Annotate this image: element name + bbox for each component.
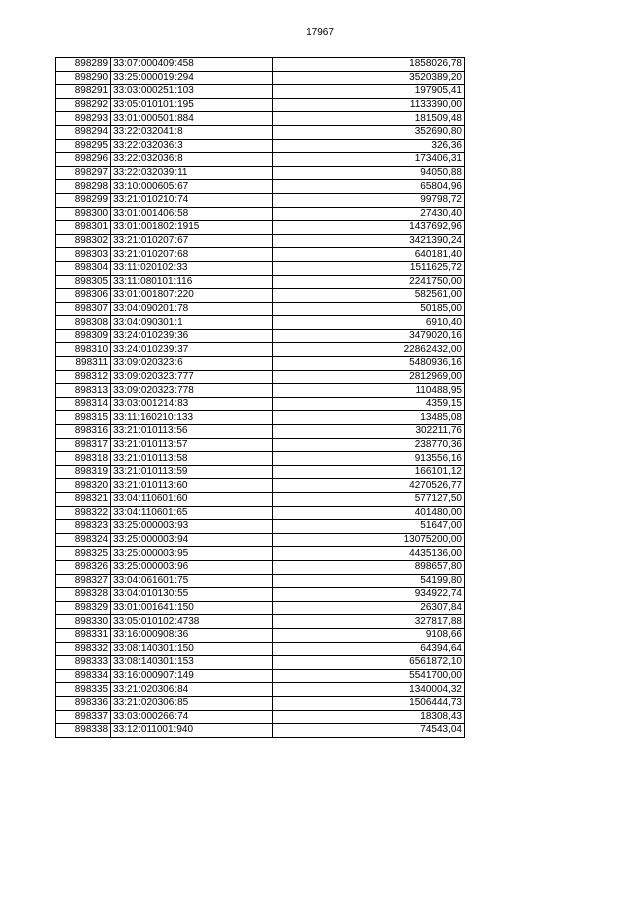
cadastral-value-cell: 3479020,16 [272,329,464,343]
cadastral-value-cell: 913556,16 [272,452,464,466]
table-row [56,397,465,411]
cadastral-number-cell: 33:03:000266:74 [111,710,272,724]
table-row [56,628,465,642]
table-row [56,520,465,534]
row-number-cell: 898317 [56,438,111,452]
cadastral-number-cell: 33:25:000003:96 [111,560,272,574]
row-number-cell: 898291 [56,85,111,99]
cadastral-number-cell: 33:21:010113:60 [111,479,272,493]
row-number-cell: 898326 [56,560,111,574]
table-row [56,221,465,235]
table-row [56,139,465,153]
cadastral-value-cell: 640181,40 [272,248,464,262]
table-row [56,193,465,207]
cadastral-value-cell: 898657,80 [272,560,464,574]
row-number-cell: 898320 [56,479,111,493]
row-number-cell: 898311 [56,357,111,371]
cadastral-number-cell: 33:10:000605:67 [111,180,272,194]
row-number-cell: 898294 [56,125,111,139]
row-number-cell: 898297 [56,166,111,180]
row-number-cell: 898299 [56,193,111,207]
table-row [56,669,465,683]
row-number-cell: 898302 [56,234,111,248]
row-number-cell: 898333 [56,656,111,670]
table-row [56,289,465,303]
table-row [56,642,465,656]
cadastral-number-cell: 33:01:000501:884 [111,112,272,126]
table-row [56,316,465,330]
cadastral-value-cell: 27430,40 [272,207,464,221]
cadastral-value-cell: 1858026,78 [272,58,464,72]
cadastral-number-cell: 33:04:090201:78 [111,302,272,316]
cadastral-number-cell: 33:25:000003:95 [111,547,272,561]
cadastral-number-cell: 33:09:020323:778 [111,384,272,398]
cadastral-number-cell: 33:21:020306:84 [111,683,272,697]
cadastral-number-cell: 33:05:010101:195 [111,98,272,112]
row-number-cell: 898322 [56,506,111,520]
page-number: 17967 [306,27,334,38]
row-number-cell: 898334 [56,669,111,683]
cadastral-number-cell: 33:04:010130:55 [111,588,272,602]
cadastral-value-cell: 2241750,00 [272,275,464,289]
row-number-cell: 898316 [56,425,111,439]
cadastral-number-cell: 33:04:110601:60 [111,493,272,507]
cadastral-value-cell: 1511625,72 [272,261,464,275]
row-number-cell: 898325 [56,547,111,561]
cadastral-number-cell: 33:16:000908:36 [111,628,272,642]
cadastral-value-cell: 5480936,16 [272,357,464,371]
table-row [56,357,465,371]
table-row [56,438,465,452]
table-row [56,71,465,85]
cadastral-value-cell: 327817,88 [272,615,464,629]
cadastral-number-cell: 33:12:011001:940 [111,724,272,738]
row-number-cell: 898308 [56,316,111,330]
row-number-cell: 898306 [56,289,111,303]
cadastral-number-cell: 33:04:061601:75 [111,574,272,588]
row-number-cell: 898321 [56,493,111,507]
table-row [56,683,465,697]
row-number-cell: 898295 [56,139,111,153]
cadastral-number-cell: 33:24:010239:36 [111,329,272,343]
cadastral-number-cell: 33:24:010239:37 [111,343,272,357]
cadastral-value-cell: 110488,95 [272,384,464,398]
row-number-cell: 898332 [56,642,111,656]
cadastral-number-cell: 33:21:010113:57 [111,438,272,452]
row-number-cell: 898324 [56,533,111,547]
row-number-cell: 898315 [56,411,111,425]
cadastral-value-cell: 4359,15 [272,397,464,411]
cadastral-number-cell: 33:21:020306:85 [111,696,272,710]
table-row [56,411,465,425]
table-row [56,180,465,194]
table-row [56,533,465,547]
row-number-cell: 898312 [56,370,111,384]
row-number-cell: 898329 [56,601,111,615]
row-number-cell: 898328 [56,588,111,602]
cadastral-number-cell: 33:08:140301:150 [111,642,272,656]
row-number-cell: 898338 [56,724,111,738]
row-number-cell: 898300 [56,207,111,221]
cadastral-value-cell: 13485,08 [272,411,464,425]
row-number-cell: 898314 [56,397,111,411]
cadastral-value-table [55,57,465,738]
cadastral-number-cell: 33:25:000003:93 [111,520,272,534]
cadastral-value-cell: 401480,00 [272,506,464,520]
table-row [56,166,465,180]
table-row [56,506,465,520]
row-number-cell: 898309 [56,329,111,343]
cadastral-value-cell: 166101,12 [272,465,464,479]
table-row [56,384,465,398]
row-number-cell: 898327 [56,574,111,588]
cadastral-number-cell: 33:04:110601:65 [111,506,272,520]
cadastral-value-cell: 577127,50 [272,493,464,507]
cadastral-value-cell: 4435136,00 [272,547,464,561]
row-number-cell: 898304 [56,261,111,275]
cadastral-number-cell: 33:07:000409:458 [111,58,272,72]
cadastral-number-cell: 33:21:010113:56 [111,425,272,439]
table-row [56,425,465,439]
cadastral-number-cell: 33:03:001214:83 [111,397,272,411]
cadastral-number-cell: 33:21:010210:74 [111,193,272,207]
cadastral-value-cell: 5541700,00 [272,669,464,683]
table-row [56,261,465,275]
cadastral-value-cell: 197905,41 [272,85,464,99]
cadastral-value-cell: 3421390,24 [272,234,464,248]
cadastral-number-cell: 33:21:010113:58 [111,452,272,466]
table-row [56,696,465,710]
cadastral-number-cell: 33:22:032039:11 [111,166,272,180]
table-row [56,601,465,615]
table-row [56,547,465,561]
row-number-cell: 898335 [56,683,111,697]
table-row [56,479,465,493]
row-number-cell: 898289 [56,58,111,72]
table-row [56,574,465,588]
table-row [56,615,465,629]
cadastral-number-cell: 33:05:010102:4738 [111,615,272,629]
row-number-cell: 898307 [56,302,111,316]
table-row [56,724,465,738]
cadastral-value-cell: 238770,36 [272,438,464,452]
cadastral-number-cell: 33:11:080101:116 [111,275,272,289]
row-number-cell: 898292 [56,98,111,112]
row-number-cell: 898301 [56,221,111,235]
cadastral-number-cell: 33:04:090301:1 [111,316,272,330]
cadastral-value-cell: 4270526,77 [272,479,464,493]
cadastral-value-cell: 74543,04 [272,724,464,738]
cadastral-value-cell: 352690,80 [272,125,464,139]
cadastral-value-cell: 18308,43 [272,710,464,724]
cadastral-number-cell: 33:01:001406:58 [111,207,272,221]
cadastral-value-cell: 3520389,20 [272,71,464,85]
cadastral-number-cell: 33:01:001641:150 [111,601,272,615]
table-row [56,85,465,99]
row-number-cell: 898313 [56,384,111,398]
cadastral-value-cell: 1133390,00 [272,98,464,112]
table-row [56,58,465,72]
cadastral-value-cell: 1506444,73 [272,696,464,710]
table-row [56,370,465,384]
cadastral-value-cell: 326,36 [272,139,464,153]
cadastral-value-cell: 173406,31 [272,153,464,167]
table-row [56,234,465,248]
cadastral-value-cell: 26307,84 [272,601,464,615]
table-row [56,112,465,126]
cadastral-number-cell: 33:22:032041:8 [111,125,272,139]
row-number-cell: 898318 [56,452,111,466]
row-number-cell: 898298 [56,180,111,194]
row-number-cell: 898319 [56,465,111,479]
cadastral-value-cell: 13075200,00 [272,533,464,547]
cadastral-number-cell: 33:09:020323:777 [111,370,272,384]
table-row [56,452,465,466]
table-row [56,656,465,670]
cadastral-value-cell: 181509,48 [272,112,464,126]
cadastral-number-cell: 33:09:020323:6 [111,357,272,371]
table-row [56,98,465,112]
cadastral-number-cell: 33:22:032036:3 [111,139,272,153]
cadastral-number-cell: 33:21:010207:68 [111,248,272,262]
row-number-cell: 898303 [56,248,111,262]
row-number-cell: 898310 [56,343,111,357]
cadastral-number-cell: 33:22:032036:8 [111,153,272,167]
cadastral-number-cell: 33:16:000907:149 [111,669,272,683]
row-number-cell: 898336 [56,696,111,710]
cadastral-value-cell: 54199,80 [272,574,464,588]
cadastral-value-cell: 6910,40 [272,316,464,330]
table-row [56,248,465,262]
row-number-cell: 898337 [56,710,111,724]
cadastral-value-cell: 6561872,10 [272,656,464,670]
cadastral-value-cell: 934922,74 [272,588,464,602]
table-row [56,275,465,289]
cadastral-value-cell: 51647,00 [272,520,464,534]
cadastral-number-cell: 33:08:140301:153 [111,656,272,670]
table-row [56,588,465,602]
cadastral-value-cell: 50185,00 [272,302,464,316]
cadastral-value-cell: 582561,00 [272,289,464,303]
cadastral-number-cell: 33:01:001807:220 [111,289,272,303]
table-row [56,465,465,479]
table-row [56,207,465,221]
cadastral-number-cell: 33:01:001802:1915 [111,221,272,235]
cadastral-number-cell: 33:25:000003:94 [111,533,272,547]
row-number-cell: 898293 [56,112,111,126]
row-number-cell: 898323 [56,520,111,534]
table-row [56,493,465,507]
row-number-cell: 898305 [56,275,111,289]
cadastral-value-cell: 1340004,32 [272,683,464,697]
row-number-cell: 898330 [56,615,111,629]
cadastral-value-cell: 1437692,96 [272,221,464,235]
cadastral-number-cell: 33:11:160210:133 [111,411,272,425]
cadastral-value-cell: 302211,76 [272,425,464,439]
table-row [56,302,465,316]
cadastral-number-cell: 33:25:000019:294 [111,71,272,85]
table-row [56,329,465,343]
cadastral-value-cell: 64394,64 [272,642,464,656]
cadastral-value-cell: 9108,66 [272,628,464,642]
cadastral-number-cell: 33:21:010207:67 [111,234,272,248]
table-row [56,343,465,357]
cadastral-number-cell: 33:03:000251:103 [111,85,272,99]
table-body [56,58,465,738]
cadastral-value-cell: 65804,96 [272,180,464,194]
cadastral-value-cell: 94050,88 [272,166,464,180]
row-number-cell: 898331 [56,628,111,642]
table-row [56,560,465,574]
table-row [56,125,465,139]
cadastral-value-cell: 2812969,00 [272,370,464,384]
cadastral-value-cell: 99798,72 [272,193,464,207]
row-number-cell: 898290 [56,71,111,85]
table-row [56,710,465,724]
cadastral-value-cell: 22862432,00 [272,343,464,357]
cadastral-number-cell: 33:21:010113:59 [111,465,272,479]
row-number-cell: 898296 [56,153,111,167]
cadastral-number-cell: 33:11:020102:33 [111,261,272,275]
table-row [56,153,465,167]
